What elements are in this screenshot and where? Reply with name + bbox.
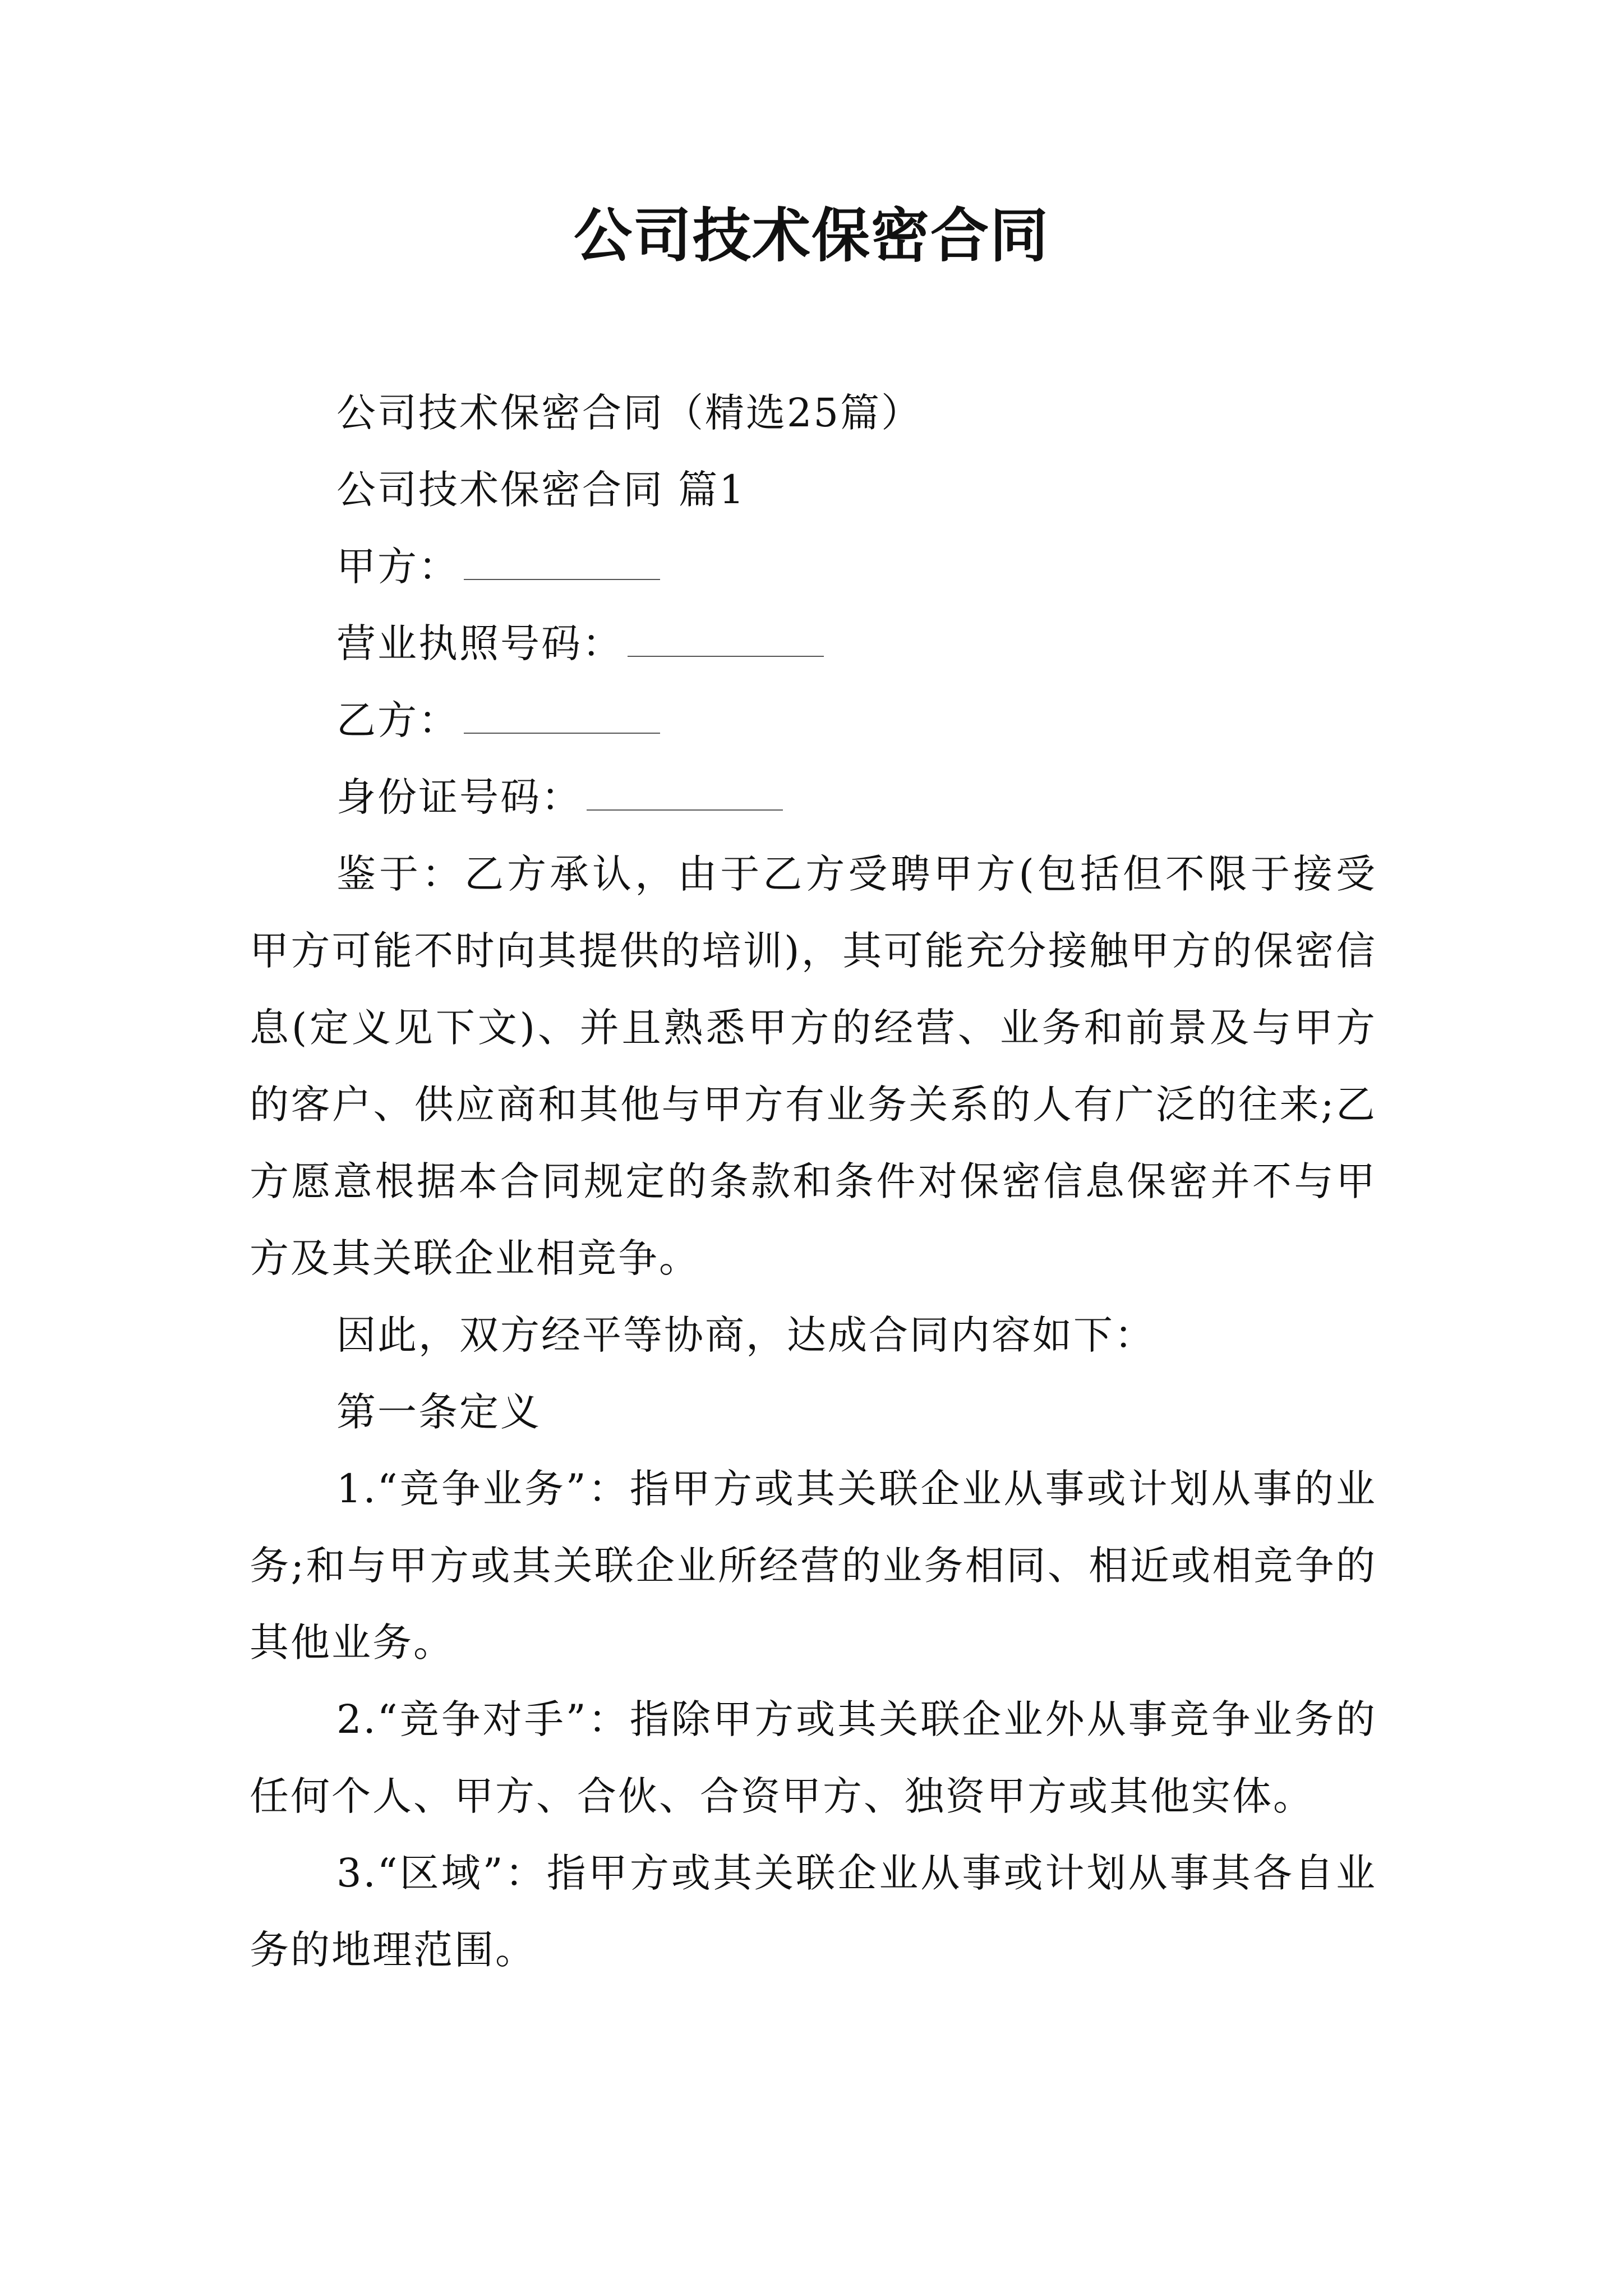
definition-3: 3.“区域”：指甲方或其关联企业从事或计划从事其各自业务的地理范围。 bbox=[250, 1850, 1377, 1973]
license-field bbox=[250, 605, 1377, 682]
article-1-heading: 第一条定义 bbox=[336, 1389, 541, 1435]
id-field bbox=[250, 759, 1377, 836]
id-blank bbox=[587, 776, 783, 811]
document-title: 公司技术保密合同 bbox=[573, 201, 1049, 270]
definition-2: 2.“竞争对手”：指除甲方或其关联企业外从事竞争业务的任何个人、甲方、合伙、合资甲方、独资甲方或其他实体。 bbox=[250, 1696, 1377, 1819]
section-heading: 公司技术保密合同 篇1 bbox=[336, 467, 746, 513]
party-b-blank bbox=[464, 699, 660, 734]
document-body bbox=[250, 375, 1377, 1989]
id-label: 身份证号码： bbox=[336, 774, 582, 820]
whereas-paragraph: 鉴于：乙方承认，由于乙方受聘甲方(包括但不限于接受甲方可能不时向其提供的培训)，其可能充分接触甲方的保密信息(定义见下文)、并且熟悉甲方的经营、业务和前景及与甲方的客户、供应商和其他与甲方有业务关系的人有广泛的往来;乙方愿意根据本合同规定的条款和条件对保密信息保密并不与甲方及其关联企业相竞争。 bbox=[250, 851, 1377, 1281]
license-label: 营业执照号码： bbox=[336, 620, 623, 666]
party-a-label: 甲方： bbox=[336, 544, 459, 590]
party-a-blank bbox=[464, 545, 660, 580]
therefore-paragraph: 因此，双方经平等协商，达成合同内容如下： bbox=[336, 1312, 1155, 1358]
party-a-field bbox=[250, 528, 1377, 605]
license-blank bbox=[628, 622, 824, 657]
party-b-field bbox=[250, 682, 1377, 759]
definition-1: 1.“竞争业务”：指甲方或其关联企业从事或计划从事的业务;和与甲方或其关联企业所经营的业务相同、相近或相竞争的其他业务。 bbox=[250, 1466, 1377, 1665]
subtitle: 公司技术保密合同（精选25篇） bbox=[336, 390, 923, 436]
party-b-label: 乙方： bbox=[336, 697, 459, 743]
